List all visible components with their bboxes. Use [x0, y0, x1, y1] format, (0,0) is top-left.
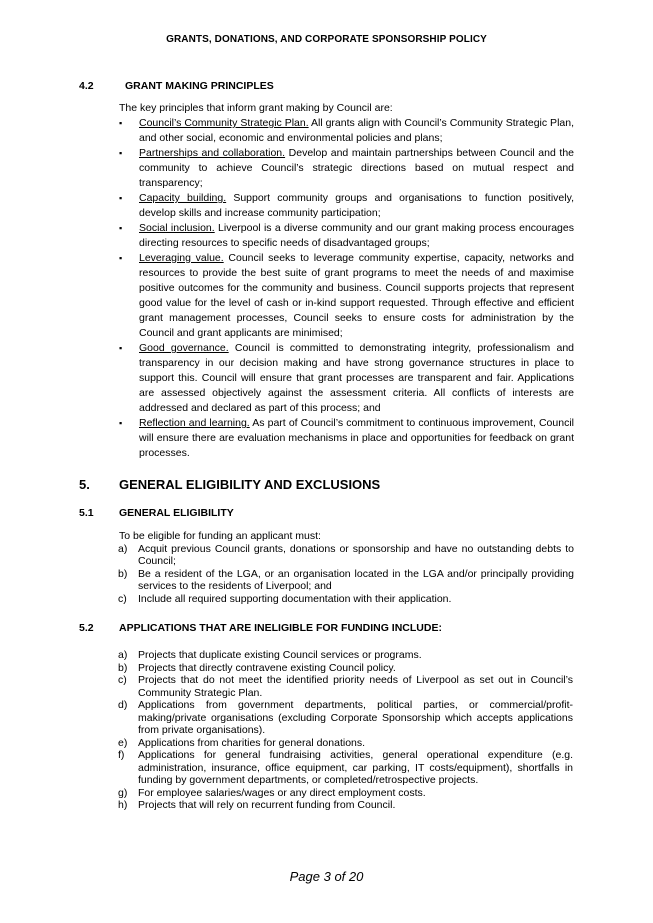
list-item — [118, 662, 573, 675]
principle-text: Develop and maintain partnerships between Council and the community to achieve Council’s strategic directions based on mutual respect and transparency; — [139, 147, 574, 189]
list-item — [118, 543, 574, 568]
bullet-icon: ▪ — [119, 118, 123, 128]
principle-text: Liverpool is a diverse community and our grant making process encourages directing resources to specific needs of disadvantaged groups; — [139, 222, 574, 249]
principle-text: Council seeks to leverage community expertise, capacity, networks and resources to provide the best suite of grant programs to meet the needs of and maximise positive outcomes for the community and business. Council supports projects that represent good value for the level of cash or in-kind support requested. Through effective and efficient grant management processes, Council seeks to ensure costs for administration by the Council and grant applicants are minimised; — [139, 252, 574, 339]
page-number: Page 3 of 20 — [289, 869, 364, 884]
list-item — [118, 799, 573, 812]
principle-term: Council’s Community Strategic Plan. — [139, 117, 309, 129]
principle-term: Good governance. — [139, 342, 229, 354]
page-header: GRANTS, DONATIONS, AND CORPORATE SPONSORSHIP POLICY — [166, 34, 487, 45]
list-text: Projects that will rely on recurrent funding from Council. — [138, 799, 396, 811]
principle-text: Support community groups and organisations to function positively, develop skills and increase community participation; — [139, 192, 574, 219]
list-text: Projects that do not meet the identified priority needs of Liverpool as set out in Council’s Community Strategic Plan. — [138, 674, 573, 699]
list-marker: f) — [118, 749, 125, 761]
section-number: 5. — [79, 477, 90, 492]
bullet-icon: ▪ — [119, 253, 123, 263]
principles-list — [119, 116, 574, 461]
section-title: GRANT MAKING PRINCIPLES — [125, 80, 274, 92]
list-item — [118, 749, 573, 787]
principle-text: Council is committed to demonstrating integrity, professionalism and transparency in our decision making and have strong governance structures in place to support this. Council will ensure that grant processes are transparent and fair. Applications are assessed objectively against the assessment criteria. All conflicts of interests are addressed and declared as part of this process; and — [139, 342, 574, 414]
principle-term: Reflection and learning. — [139, 417, 250, 429]
section-intro: To be eligible for funding an applicant must: — [119, 530, 321, 542]
bullet-icon: ▪ — [119, 418, 123, 428]
list-item — [118, 568, 574, 593]
section-intro: The key principles that inform grant making by Council are: — [119, 102, 393, 114]
list-text: Applications from charities for general donations. — [138, 736, 366, 749]
list-text: For employee salaries/wages or any direct employment costs. — [138, 786, 426, 799]
list-text: Be a resident of the LGA, or an organisation located in the LGA and/or principally providing services to the residents of Liverpool; and — [138, 567, 574, 592]
principle-term: Partnerships and collaboration. — [139, 147, 286, 159]
section-title: GENERAL ELIGIBILITY — [119, 507, 234, 519]
list-marker: a) — [118, 649, 128, 661]
list-marker: b) — [118, 567, 128, 580]
list-item — [118, 649, 573, 662]
principle-text: As part of Council’s commitment to continuous improvement, Council will ensure there are evaluation mechanisms in place and opportunities for feedback on grant processes. — [139, 417, 574, 459]
list-item — [119, 416, 574, 461]
list-item — [118, 593, 574, 606]
bullet-icon: ▪ — [119, 148, 123, 158]
list-marker: d) — [118, 699, 128, 711]
section-number: 5.1 — [79, 507, 94, 519]
list-marker: h) — [118, 799, 128, 811]
list-marker: c) — [118, 592, 127, 605]
bullet-icon: ▪ — [119, 343, 123, 353]
list-text: Include all required supporting documentation with their application. — [138, 592, 452, 605]
list-text: Applications for general fundraising activities, general operational expenditure (e.g. administration, insurance, office equipment, car parking, IT costs/equipment), shortfalls in funding by government departments, or completed/retrospective projects. — [138, 749, 573, 786]
list-text: Projects that duplicate existing Council services or programs. — [138, 649, 422, 661]
principle-term: Capacity building. — [139, 192, 227, 204]
list-item — [119, 251, 574, 341]
list-text: Applications from government departments, political parties, or commercial/profit-making/private organisations (excluding Corporate Sponsorship which accepts applications from private organisations). — [138, 699, 573, 736]
section-number: 5.2 — [79, 622, 94, 634]
list-item — [118, 674, 573, 699]
section-title: GENERAL ELIGIBILITY AND EXCLUSIONS — [119, 477, 381, 492]
list-item — [119, 191, 574, 221]
section-body — [119, 101, 574, 461]
bullet-icon: ▪ — [119, 223, 123, 233]
list-marker: b) — [118, 661, 128, 674]
list-item — [119, 341, 574, 416]
list-marker: g) — [118, 786, 128, 799]
list-item — [118, 737, 573, 750]
list-item — [119, 146, 574, 191]
bullet-icon: ▪ — [119, 193, 123, 203]
eligibility-list — [118, 543, 574, 606]
list-item — [118, 787, 573, 800]
list-item — [118, 699, 573, 737]
list-item — [119, 221, 574, 251]
section-body — [118, 649, 573, 812]
ineligible-list — [118, 649, 573, 812]
principle-term: Leveraging value. — [139, 252, 224, 264]
list-marker: a) — [118, 542, 128, 555]
list-text: Acquit previous Council grants, donations or sponsorship and have no outstanding debts to Council; — [138, 542, 574, 567]
principle-term: Social inclusion. — [139, 222, 215, 234]
section-title: APPLICATIONS THAT ARE INELIGIBLE FOR FUNDING INCLUDE: — [119, 622, 442, 634]
list-marker: c) — [118, 674, 127, 686]
principle-text: All grants align with Council’s Community Strategic Plan, and other social, economic and environmental policies and plans; — [139, 117, 574, 144]
section-body — [119, 530, 574, 605]
list-item — [119, 116, 574, 146]
list-marker: e) — [118, 736, 128, 749]
list-text: Projects that directly contravene existing Council policy. — [138, 661, 396, 674]
section-number: 4.2 — [79, 80, 94, 92]
